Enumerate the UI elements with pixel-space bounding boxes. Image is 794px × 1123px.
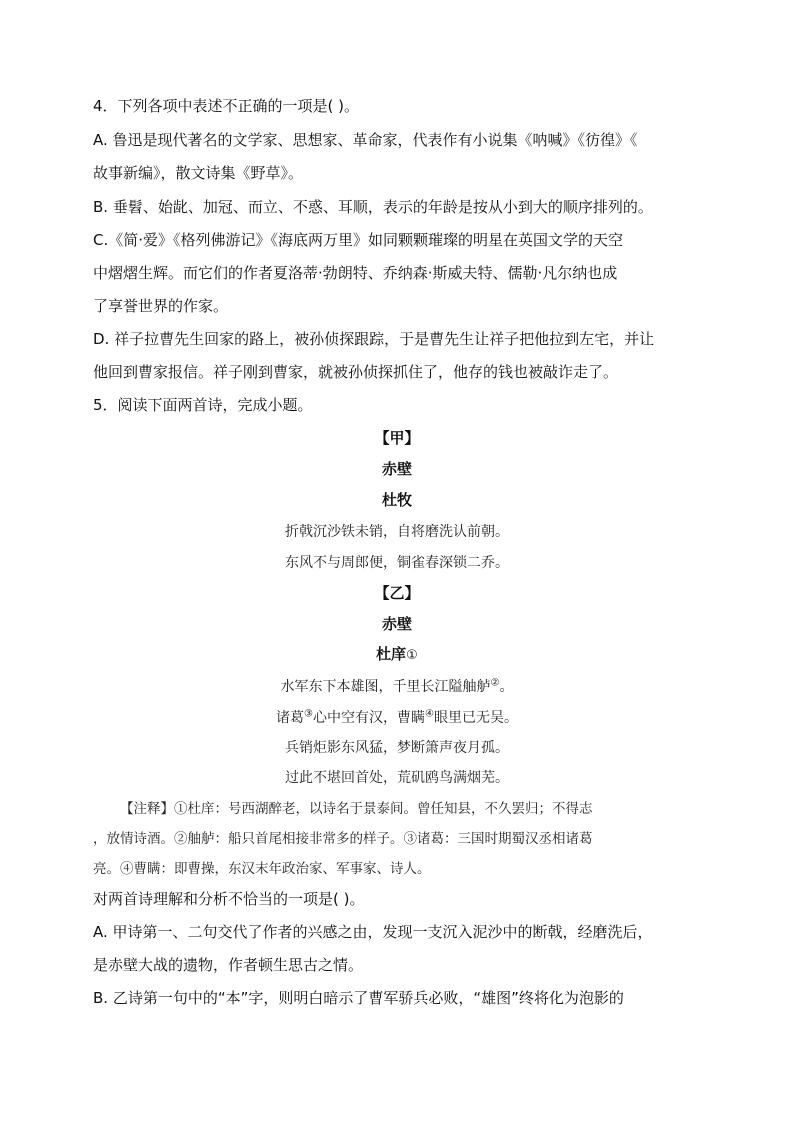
poem-yi-author-name: 杜庠 [376,645,407,663]
q4-option-c-line1: C.《简·爱》《格列佛游记》《海底两万里》如同颗颗璀璨的明星在英国文学的天空 [93,231,624,249]
annotation-line3: 亮。④曹瞒：即曹操，东汉末年政治家、军事家、诗人。 [93,861,431,877]
annotation-line2: ，放情诗酒。②舳舻：船只首尾相接非常多的样子。③诸葛：三国时期蜀汉丞相诸葛 [93,831,593,847]
footnote-ref-1: ① [406,648,418,663]
poem-jia-mark: 【甲】 [374,429,420,447]
annotation-line1: 【注释】①杜庠：号西湖醉老，以诗名于景泰间。曾任知县，不久罢归；不得志 [120,801,593,817]
poem-jia-line1: 折戟沉沙铁未销，自将磨洗认前朝。 [285,524,509,540]
poem-yi-mark: 【乙】 [374,584,420,602]
poem-jia-author: 杜牧 [381,491,412,509]
poem-jia-line2: 东风不与周郎便，铜雀春深锁二乔。 [285,555,509,571]
q4-option-d-line1: D. 祥子拉曹先生回家的路上，被孙侦探跟踪，于是曹先生让祥子把他拉到左宅，并让 [93,330,655,348]
poem-yi-line2-part1: 诸葛 [276,710,305,726]
q5-stem: 5．阅读下面两首诗，完成小题。 [93,396,313,414]
q5-option-b-line1: B. 乙诗第一句中的“本”字，则明白暗示了曹军骄兵必败，“雄图”终将化为泡影的 [93,989,624,1007]
q4-stem: 4．下列各项中表述不正确的一项是( )。 [93,97,360,115]
q4-option-d-line2: 他回到曹家报信。祥子刚到曹家，就被孙侦探抓住了，他存的钱也被敲诈走了。 [93,363,619,381]
q4-option-c-line2: 中熠熠生辉。而它们的作者夏洛蒂·勃朗特、乔纳森·斯威夫特、儒勒·凡尔纳也成 [93,264,618,282]
poem-yi-line2-part3: 眼里已无吴。 [433,710,518,726]
poem-yi-line3: 兵销炬影东风猛，梦断箫声夜月孤。 [285,740,509,756]
q5-sub-question: 对两首诗理解和分析不恰当的一项是( )。 [93,890,365,908]
poem-yi-line4: 过此不堪回首处，荒矶鸥鸟满烟芜。 [285,770,509,786]
poem-yi-line1-end: 。 [499,679,514,695]
q5-option-a-line1: A. 甲诗第一、二句交代了作者的兴感之由，发现一支沉入泥沙中的断戟，经磨洗后， [93,923,653,941]
q4-option-a-line1: A. 鲁迅是现代著名的文学家、思想家、革命家，代表作有小说集《呐喊》《彷徨》《 [93,131,638,149]
q4-option-c-line3: 了享誉世界的作家。 [93,297,229,315]
q5-option-a-line2: 是赤壁大战的遗物，作者顿生思古之情。 [93,956,364,974]
poem-yi-line2 [0,707,794,727]
poem-yi-line1 [0,676,794,696]
footnote-ref-2: ② [490,677,500,689]
poem-yi-line2-part2: 心中空有汉，曹瞒 [313,710,425,726]
q4-option-b: B. 垂髫、始龀、加冠、而立、不惑、耳顺，表示的年龄是按从小到大的顺序排列的。 [93,198,653,216]
poem-yi-line1-text: 水军东下本雄图，千里长江隘舳舻 [280,679,491,695]
footnote-ref-4: ④ [425,708,434,720]
poem-yi-author [0,643,794,664]
footnote-ref-3: ③ [304,708,313,720]
poem-yi-title: 赤壁 [381,615,412,633]
q4-option-a-line2: 故事新编》，散文诗集《野草》。 [93,164,304,182]
poem-jia-title: 赤壁 [381,460,412,478]
